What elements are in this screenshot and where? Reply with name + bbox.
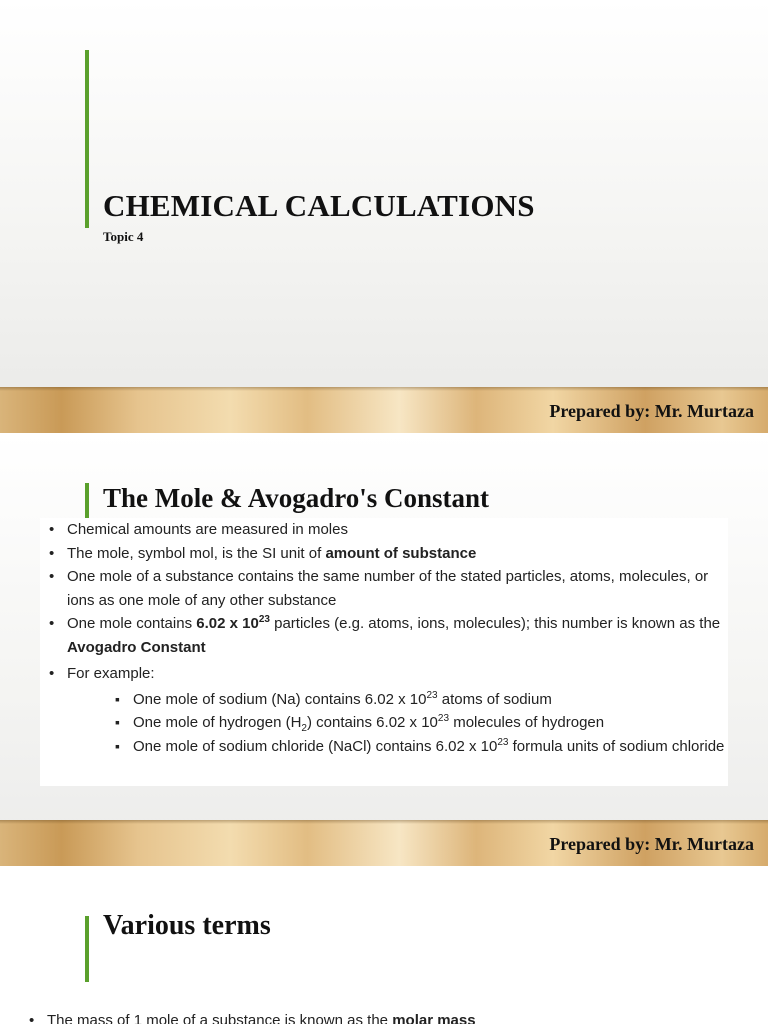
list-item: • One mole contains 6.02 x $10^{23}$ particles (e.g. atoms, ions, molecules); this number is known as the Avogadro Constant bbox=[40, 612, 728, 659]
mole-slide bbox=[0, 433, 768, 866]
slide-title: The Mole & Avogadro's Constant bbox=[103, 483, 490, 513]
content-panel bbox=[40, 518, 728, 786]
list-item: ▪ One mole of sodium (Na) contains 6.02 x $10^{23}$ atoms of sodium bbox=[40, 688, 728, 712]
list-item: • The mass of 1 mole of a substance is known as the molar mass bbox=[47, 1012, 476, 1024]
list-item: • Chemical amounts are measured in moles bbox=[40, 518, 728, 542]
accent-bar bbox=[85, 916, 89, 982]
list-item: ▪ One mole of hydrogen $(H_2)$ contains 6.02 x $10^{23}$ molecules of hydrogen bbox=[40, 711, 728, 735]
slide-subtitle: Topic 4 bbox=[103, 229, 144, 244]
bullet-list bbox=[40, 518, 728, 758]
accent-bar bbox=[85, 50, 89, 228]
accent-bar bbox=[85, 483, 89, 519]
title-slide bbox=[0, 0, 768, 433]
list-item: • The mole, symbol mol, is the SI unit of amount of substance bbox=[40, 542, 728, 566]
footer-author: Prepared by: Mr. Murtaza bbox=[549, 834, 754, 854]
footer-author: Prepared by: Mr. Murtaza bbox=[549, 401, 754, 421]
terms-slide bbox=[0, 866, 768, 1024]
footer-banner bbox=[0, 820, 768, 866]
list-item: • For example: bbox=[40, 662, 728, 686]
footer-banner bbox=[0, 387, 768, 433]
list-item: • One mole of a substance contains the same number of the stated particles, atoms, molecules, or ions as one mole of any other substance bbox=[40, 565, 728, 612]
slide-title: Various terms bbox=[103, 910, 271, 941]
slide-title: CHEMICAL CALCULATIONS bbox=[103, 188, 535, 223]
list-item: ▪ One mole of sodium chloride (NaCl) contains 6.02 x $10^{23}$ formula units of sodium chloride bbox=[40, 735, 728, 759]
